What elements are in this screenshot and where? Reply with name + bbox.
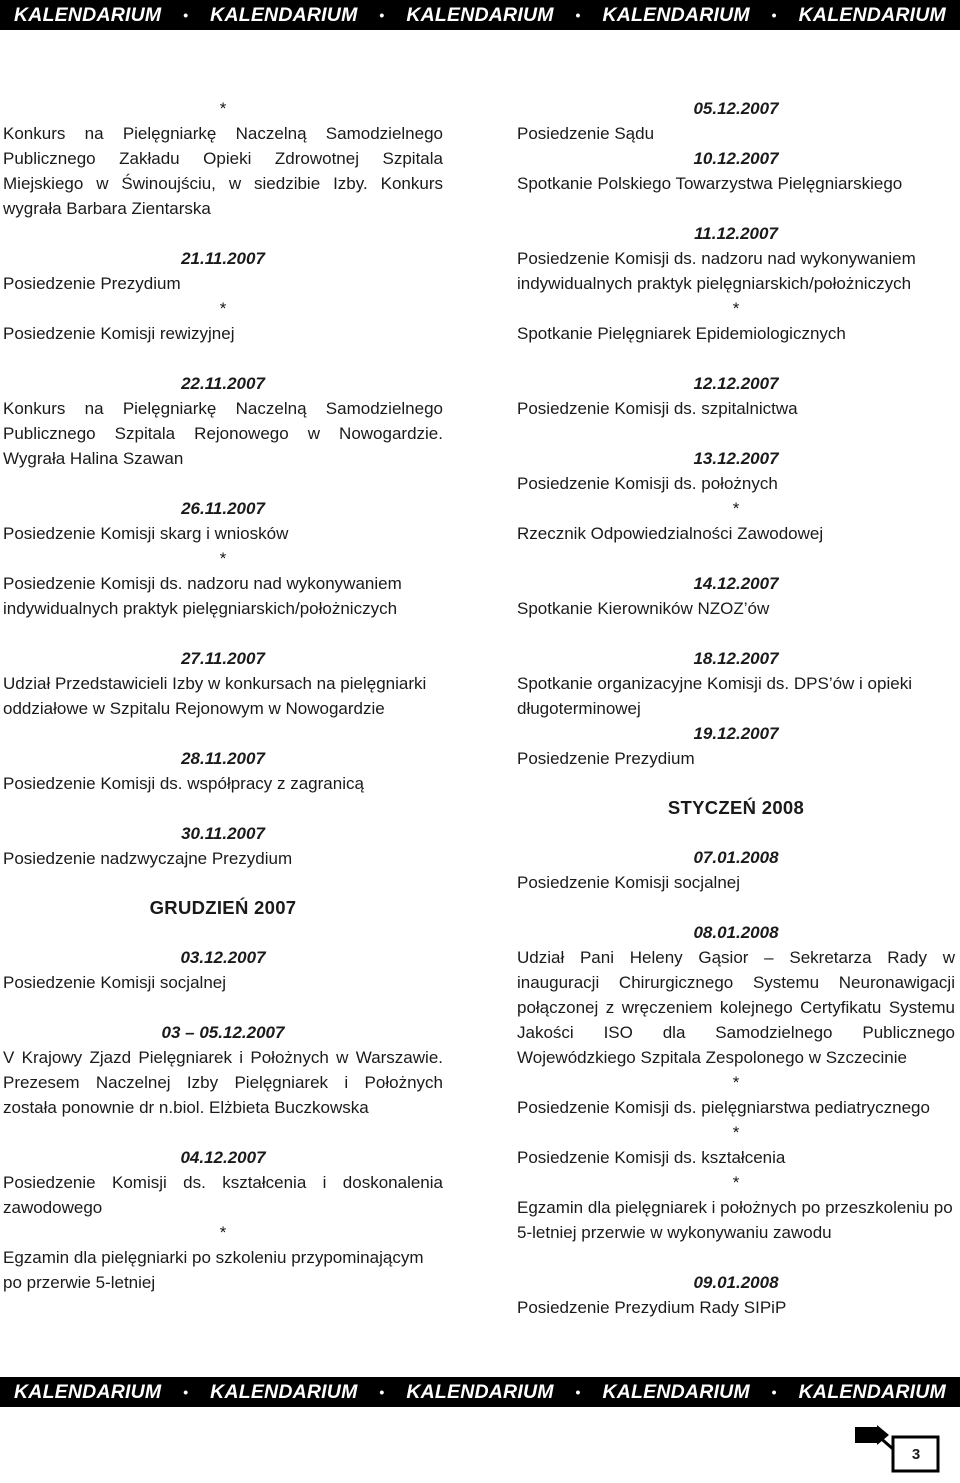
bullet-separator: • bbox=[379, 7, 385, 23]
separator-star: * bbox=[732, 1073, 740, 1092]
event-date: 14.12.2007 bbox=[693, 574, 779, 593]
bullet-separator: • bbox=[575, 7, 581, 23]
event-date: 13.12.2007 bbox=[693, 449, 779, 468]
event-text: Spotkanie Polskiego Towarzystwa Pielęgniarskiego bbox=[517, 174, 903, 193]
event-text: Posiedzenie Komisji rewizyjnej bbox=[3, 324, 235, 343]
band-word: KALENDARIUM bbox=[798, 1380, 946, 1403]
event-text: Posiedzenie Komisji ds. kształcenia bbox=[517, 1148, 786, 1167]
event-text: Posiedzenie Sądu bbox=[517, 124, 655, 143]
event-text: Posiedzenie Komisji skarg i wniosków bbox=[3, 524, 289, 543]
bullet-separator: • bbox=[183, 1384, 189, 1400]
event-text: Konkurs na Pielęgniarkę Naczelną Samodzielnego Publicznego Zakładu Opieki Zdrowotnej Szpitala Miejskiego w Świnoujściu, w siedzibie Izby. Konkurs wygrała Barbara Zientarska bbox=[3, 124, 443, 218]
event-text: Udział Przedstawicieli Izby w konkursach na pielęgniarki oddziałowe w Szpitalu Rejonowym w Nowogardzie bbox=[3, 674, 427, 718]
month-heading: STYCZEŃ 2008 bbox=[667, 797, 805, 818]
event-text: Konkurs na Pielęgniarkę Naczelną Samodzielnego Publicznego Szpitala Rejonowego w Nowogardzie. Wygrała Halina Szawan bbox=[3, 399, 443, 468]
event-text: Posiedzenie nadzwyczajne Prezydium bbox=[3, 849, 293, 868]
band-word: KALENDARIUM bbox=[210, 1380, 358, 1403]
separator-star: * bbox=[219, 99, 227, 118]
event-text: Posiedzenie Komisji ds. kształcenia i doskonalenia zawodowego bbox=[3, 1173, 443, 1217]
event-date: 21.11.2007 bbox=[181, 249, 265, 268]
event-date: 18.12.2007 bbox=[693, 649, 779, 668]
bullet-separator: • bbox=[575, 1384, 581, 1400]
event-text: Spotkanie Pielęgniarek Epidemiologicznych bbox=[517, 324, 846, 343]
event-text: Posiedzenie Prezydium bbox=[517, 749, 695, 768]
separator-star: * bbox=[219, 299, 227, 318]
event-date: 12.12.2007 bbox=[693, 374, 779, 393]
event-text: Posiedzenie Komisji socjalnej bbox=[3, 973, 227, 992]
event-text: Posiedzenie Komisji ds. współpracy z zagranicą bbox=[3, 774, 364, 793]
page-number-box bbox=[853, 1425, 949, 1475]
event-text: Spotkanie organizacyjne Komisji ds. DPS’ów i opieki długoterminowej bbox=[517, 674, 912, 718]
event-date: 30.11.2007 bbox=[181, 824, 265, 843]
event-date: 03 – 05.12.2007 bbox=[161, 1023, 285, 1042]
month-heading: GRUDZIEŃ 2007 bbox=[149, 897, 297, 918]
event-text: Posiedzenie Prezydium bbox=[3, 274, 181, 293]
separator-star: * bbox=[219, 1223, 227, 1242]
band-word: KALENDARIUM bbox=[406, 1380, 554, 1403]
right-column bbox=[517, 96, 955, 1320]
band-word: KALENDARIUM bbox=[14, 3, 162, 26]
event-text: Posiedzenie Komisji ds. szpitalnictwa bbox=[517, 399, 798, 418]
separator-star: * bbox=[732, 499, 740, 518]
header-band bbox=[0, 0, 960, 30]
event-date: 05.12.2007 bbox=[693, 99, 779, 118]
event-text: Posiedzenie Komisji ds. nadzoru nad wykonywaniem indywidualnych praktyk pielęgniarskich/położniczych bbox=[517, 249, 916, 293]
event-date: 26.11.2007 bbox=[181, 499, 265, 518]
event-text: Posiedzenie Prezydium Rady SIPiP bbox=[517, 1298, 787, 1317]
event-date: 08.01.2008 bbox=[693, 923, 779, 942]
bullet-separator: • bbox=[771, 1384, 777, 1400]
page-arrow-icon bbox=[853, 1425, 949, 1475]
event-date: 07.01.2008 bbox=[693, 848, 779, 867]
event-date: 09.01.2008 bbox=[693, 1273, 779, 1292]
band-word: KALENDARIUM bbox=[602, 3, 750, 26]
event-date: 10.12.2007 bbox=[693, 149, 779, 168]
event-text: Posiedzenie Komisji socjalnej bbox=[517, 873, 741, 892]
bullet-separator: • bbox=[379, 1384, 385, 1400]
event-date: 11.12.2007 bbox=[694, 224, 778, 243]
footer-band bbox=[0, 1377, 960, 1407]
event-text: Posiedzenie Komisji ds. położnych bbox=[517, 474, 778, 493]
event-text: Udział Pani Heleny Gąsior – Sekretarza Rady w inauguracji Chirurgicznego Systemu Neuronawigacji połączonej z wręczeniem kolejnego Certyfikatu Systemu Jakości ISO dla Samodzielnego Publicznego Wojewódzkiego Szpitala Zespolonego w Szczecinie bbox=[517, 948, 955, 1067]
event-text: V Krajowy Zjazd Pielęgniarek i Położnych w Warszawie. Prezesem Naczelnej Izby Pielęgniarek i Położnych została ponownie dr n.biol. Elżbieta Buczkowska bbox=[3, 1048, 443, 1117]
event-date: 04.12.2007 bbox=[180, 1148, 266, 1167]
band-word: KALENDARIUM bbox=[602, 1380, 750, 1403]
event-date: 22.11.2007 bbox=[181, 374, 265, 393]
left-column bbox=[3, 96, 443, 1295]
event-date: 27.11.2007 bbox=[181, 649, 265, 668]
event-date: 28.11.2007 bbox=[181, 749, 265, 768]
bullet-separator: • bbox=[771, 7, 777, 23]
band-word: KALENDARIUM bbox=[14, 1380, 162, 1403]
event-date: 03.12.2007 bbox=[180, 948, 266, 967]
band-word: KALENDARIUM bbox=[798, 3, 946, 26]
event-date: 19.12.2007 bbox=[693, 724, 779, 743]
separator-star: * bbox=[219, 549, 227, 568]
band-word: KALENDARIUM bbox=[406, 3, 554, 26]
bullet-separator: • bbox=[183, 7, 189, 23]
event-text: Spotkanie Kierowników NZOZ’ów bbox=[517, 599, 770, 618]
separator-star: * bbox=[732, 1123, 740, 1142]
event-text: Posiedzenie Komisji ds. nadzoru nad wykonywaniem indywidualnych praktyk pielęgniarskich/położniczych bbox=[3, 574, 402, 618]
event-text: Egzamin dla pielęgniarek i położnych po przeszkoleniu po 5-letniej przerwie w wykonywaniu zawodu bbox=[517, 1198, 953, 1242]
page-number: 3 bbox=[911, 1446, 921, 1463]
separator-star: * bbox=[732, 1173, 740, 1192]
event-text: Egzamin dla pielęgniarki po szkoleniu przypominającym po przerwie 5-letniej bbox=[3, 1248, 424, 1292]
band-word: KALENDARIUM bbox=[210, 3, 358, 26]
event-text: Rzecznik Odpowiedzialności Zawodowej bbox=[517, 524, 824, 543]
event-text: Posiedzenie Komisji ds. pielęgniarstwa pediatrycznego bbox=[517, 1098, 930, 1117]
separator-star: * bbox=[732, 299, 740, 318]
